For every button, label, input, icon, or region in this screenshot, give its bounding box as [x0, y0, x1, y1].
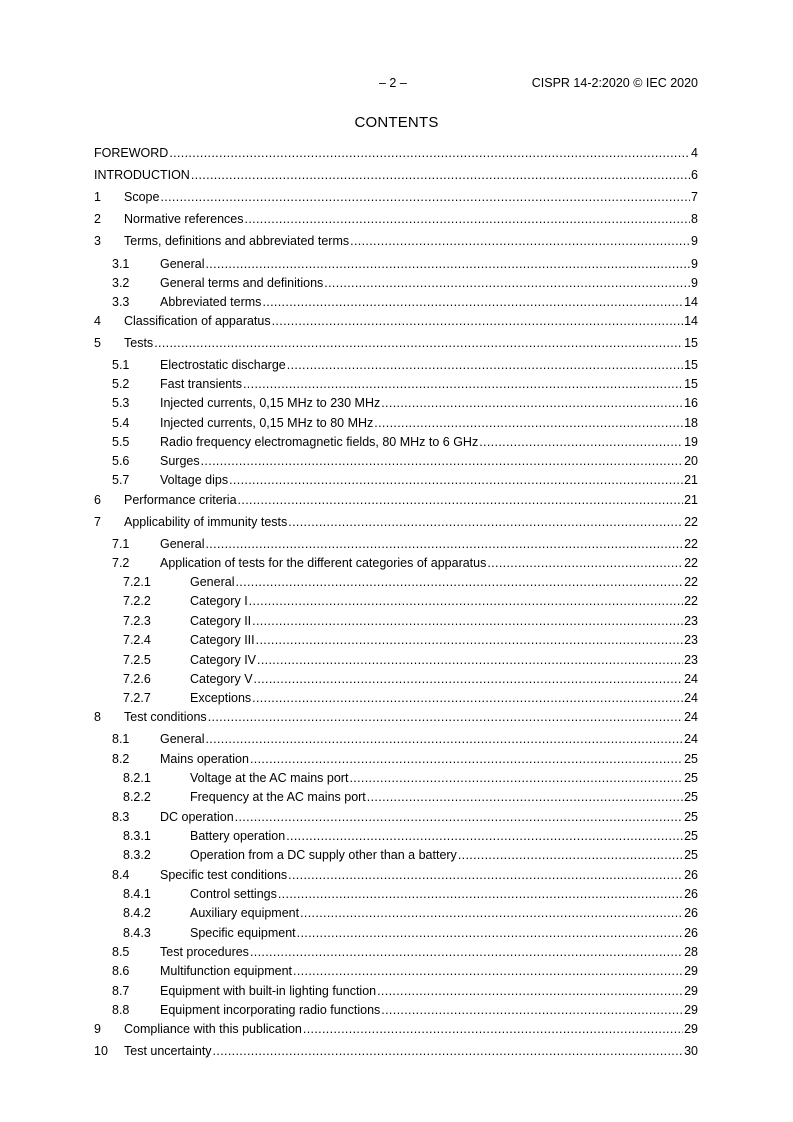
toc-entry-line — [124, 313, 698, 329]
toc-leader-dots — [262, 294, 683, 310]
toc-entry-line — [124, 1043, 698, 1059]
toc-entry[interactable] — [94, 847, 698, 863]
toc-entry-number: 5.6 — [112, 454, 130, 468]
toc-entry-number: 5.5 — [112, 435, 130, 449]
toc-entry-line — [190, 593, 698, 609]
toc-leader-dots — [243, 376, 683, 392]
toc-entry-page: 23 — [684, 653, 698, 667]
toc-entry-page: 9 — [691, 276, 698, 290]
toc-entry-label: Exceptions — [190, 691, 252, 705]
toc-entry-label: Battery operation — [190, 829, 286, 843]
toc-leader-dots — [238, 492, 684, 508]
toc-leader-dots — [235, 574, 683, 590]
toc-entry-label: General — [160, 537, 205, 551]
toc-entry-label: Voltage dips — [160, 473, 229, 487]
toc-entry-page: 24 — [684, 710, 698, 724]
toc-entry[interactable] — [94, 415, 698, 431]
toc-entry-label: Normative references — [124, 212, 244, 226]
toc-leader-dots — [324, 275, 690, 291]
toc-leader-dots — [205, 536, 683, 552]
toc-entry-line — [94, 145, 698, 161]
toc-leader-dots — [250, 751, 683, 767]
toc-entry-number: 7.2.1 — [123, 575, 151, 589]
toc-leader-dots — [293, 963, 683, 979]
toc-leader-dots — [381, 1002, 683, 1018]
toc-entry-line — [160, 395, 698, 411]
standard-reference-header: CISPR 14-2:2020 © IEC 2020 — [531, 76, 698, 90]
toc-entry-line — [190, 671, 698, 687]
toc-entry[interactable] — [94, 671, 698, 687]
toc-entry-number: 5.2 — [112, 377, 130, 391]
toc-entry-line — [160, 376, 698, 392]
toc-leader-dots — [213, 1043, 684, 1059]
toc-entry[interactable] — [94, 395, 698, 411]
toc-entry-line — [124, 335, 698, 351]
toc-entry-page: 24 — [684, 732, 698, 746]
toc-entry-number: 8.3.1 — [123, 829, 151, 843]
toc-entry-label: General terms and definitions — [160, 276, 324, 290]
toc-entry[interactable] — [94, 789, 698, 805]
toc-entry-page: 9 — [691, 234, 698, 248]
toc-entry-line — [160, 1002, 698, 1018]
toc-entry-number: 4 — [94, 314, 101, 328]
toc-leader-dots — [458, 847, 683, 863]
toc-leader-dots — [487, 555, 683, 571]
toc-entry-page: 15 — [684, 377, 698, 391]
toc-leader-dots — [367, 789, 683, 805]
toc-entry-line — [190, 886, 698, 902]
toc-entry-label: Operation from a DC supply other than a battery — [190, 848, 457, 862]
toc-entry-line — [190, 690, 698, 706]
toc-entry-label: Terms, definitions and abbreviated terms — [124, 234, 350, 248]
toc-entry-line — [160, 357, 698, 373]
toc-entry-label: Classification of apparatus — [124, 314, 271, 328]
toc-entry-number: 8.4.2 — [123, 906, 151, 920]
toc-entry-line — [190, 789, 698, 805]
toc-entry[interactable] — [94, 376, 698, 392]
toc-leader-dots — [288, 514, 683, 530]
toc-entry-number: 7 — [94, 515, 101, 529]
toc-entry-line — [190, 905, 698, 921]
toc-entry-number: 7.2.4 — [123, 633, 151, 647]
toc-entry-number: 9 — [94, 1022, 101, 1036]
toc-leader-dots — [201, 453, 683, 469]
toc-entry-page: 22 — [684, 594, 698, 608]
toc-entry-number: 7.2 — [112, 556, 130, 570]
toc-entry[interactable] — [94, 731, 698, 747]
toc-entry-line — [190, 652, 698, 668]
toc-leader-dots — [249, 593, 683, 609]
toc-entry-page: 18 — [684, 416, 698, 430]
toc-entry-page: 15 — [684, 358, 698, 372]
toc-entry-number: 8.4.1 — [123, 887, 151, 901]
toc-entry-page: 26 — [684, 887, 698, 901]
toc-entry-label: Application of tests for the different categories of apparatus — [160, 556, 487, 570]
toc-entry-line — [124, 1021, 698, 1037]
toc-entry-label: Specific test conditions — [160, 868, 288, 882]
toc-entry[interactable] — [94, 709, 698, 725]
toc-entry-label: DC operation — [160, 810, 234, 824]
toc-entry-page: 30 — [684, 1044, 698, 1058]
toc-entry-label: Equipment with built-in lighting function — [160, 984, 377, 998]
toc-entry-line — [190, 847, 698, 863]
toc-entry-label: Frequency at the AC mains port — [190, 790, 366, 804]
toc-entry[interactable] — [94, 593, 698, 609]
toc-entry[interactable] — [94, 809, 698, 825]
toc-entry-label: Electrostatic discharge — [160, 358, 286, 372]
toc-entry-label: Specific equipment — [190, 926, 296, 940]
toc-entry-page: 25 — [684, 752, 698, 766]
toc-entry-number: 8.2.2 — [123, 790, 151, 804]
toc-entry-page: 25 — [684, 829, 698, 843]
toc-entry-page: 24 — [684, 691, 698, 705]
toc-entry-page: 19 — [684, 435, 698, 449]
toc-entry-label: Category II — [190, 614, 252, 628]
toc-entry[interactable] — [94, 905, 698, 921]
toc-leader-dots — [374, 415, 683, 431]
toc-leader-dots — [272, 313, 683, 329]
toc-entry-page: 23 — [684, 633, 698, 647]
toc-entry-line — [160, 983, 698, 999]
toc-entry-line — [160, 731, 698, 747]
toc-entry[interactable] — [94, 211, 698, 227]
toc-entry[interactable] — [94, 770, 698, 786]
toc-entry-page: 29 — [684, 964, 698, 978]
toc-entry-line — [190, 828, 698, 844]
toc-leader-dots — [235, 809, 683, 825]
toc-entry[interactable] — [94, 472, 698, 488]
toc-entry-page: 25 — [684, 771, 698, 785]
toc-leader-dots — [257, 652, 683, 668]
toc-entry-label: Auxiliary equipment — [190, 906, 300, 920]
toc-entry-label: General — [190, 575, 235, 589]
toc-entry-page: 22 — [684, 537, 698, 551]
toc-entry[interactable] — [94, 983, 698, 999]
toc-entry[interactable] — [94, 574, 698, 590]
toc-entry-number: 7.2.7 — [123, 691, 151, 705]
toc-entry-page: 26 — [684, 868, 698, 882]
toc-entry-line — [160, 867, 698, 883]
toc-entry-page: 21 — [684, 493, 698, 507]
toc-entry-line — [160, 751, 698, 767]
toc-entry-line — [160, 294, 698, 310]
toc-entry[interactable] — [94, 632, 698, 648]
toc-entry[interactable] — [94, 690, 698, 706]
toc-entry-number: 10 — [94, 1044, 108, 1058]
toc-entry[interactable] — [94, 1002, 698, 1018]
toc-leader-dots — [278, 886, 683, 902]
toc-entry[interactable] — [94, 514, 698, 530]
toc-entry-page: 26 — [684, 906, 698, 920]
toc-leader-dots — [191, 167, 690, 183]
toc-leader-dots — [286, 828, 683, 844]
toc-leader-dots — [160, 189, 690, 205]
toc-entry-number: 7.2.2 — [123, 594, 151, 608]
toc-entry-page: 8 — [691, 212, 698, 226]
toc-entry-number: 8.1 — [112, 732, 130, 746]
toc-leader-dots — [169, 145, 690, 161]
toc-entry-line — [124, 211, 698, 227]
toc-entry-number: 3 — [94, 234, 101, 248]
page-number-header: – 2 – — [379, 76, 407, 90]
toc-entry-line — [190, 770, 698, 786]
toc-leader-dots — [349, 770, 683, 786]
toc-entry-label: Multifunction equipment — [160, 964, 293, 978]
toc-entry-page: 20 — [684, 454, 698, 468]
toc-entry[interactable] — [94, 189, 698, 205]
toc-entry-number: 8.7 — [112, 984, 130, 998]
toc-entry-line — [190, 613, 698, 629]
toc-entry[interactable] — [94, 963, 698, 979]
toc-leader-dots — [250, 944, 683, 960]
toc-entry-line — [160, 434, 698, 450]
toc-entry-number: 3.2 — [112, 276, 130, 290]
toc-entry-label: Equipment incorporating radio functions — [160, 1003, 381, 1017]
toc-entry-label: Compliance with this publication — [124, 1022, 302, 1036]
toc-entry[interactable] — [94, 944, 698, 960]
toc-entry-line — [160, 536, 698, 552]
toc-entry-number: 7.1 — [112, 537, 130, 551]
toc-entry-label: Fast transients — [160, 377, 242, 391]
toc-entry-number: 8.4 — [112, 868, 130, 882]
toc-entry-label: Surges — [160, 454, 200, 468]
toc-entry[interactable] — [94, 453, 698, 469]
toc-entry-page: 16 — [684, 396, 698, 410]
toc-leader-dots — [350, 233, 690, 249]
toc-entry-number: 1 — [94, 190, 101, 204]
toc-entry[interactable] — [94, 828, 698, 844]
toc-leader-dots — [154, 335, 683, 351]
toc-entry-page: 14 — [684, 314, 698, 328]
toc-entry-number: 5.7 — [112, 473, 130, 487]
toc-entry[interactable] — [94, 925, 698, 941]
toc-entry-line — [160, 963, 698, 979]
toc-entry-line — [160, 415, 698, 431]
toc-entry-label: Scope — [124, 190, 160, 204]
toc-entry-label: Control settings — [190, 887, 277, 901]
toc-entry-page: 25 — [684, 810, 698, 824]
toc-entry-number: 8.8 — [112, 1003, 130, 1017]
toc-entry-number: 7.2.5 — [123, 653, 151, 667]
toc-entry-label: Test uncertainty — [124, 1044, 212, 1058]
toc-entry-label: General — [160, 732, 205, 746]
toc-entry-label: INTRODUCTION — [94, 168, 190, 182]
toc-entry-page: 6 — [691, 168, 698, 182]
toc-entry-line — [124, 709, 698, 725]
toc-entry-page: 22 — [684, 515, 698, 529]
toc-entry-page: 9 — [691, 257, 698, 271]
toc-entry-label: Radio frequency electromagnetic fields, 80 MHz to 6 GHz — [160, 435, 479, 449]
toc-entry-page: 25 — [684, 848, 698, 862]
toc-entry-line — [190, 925, 698, 941]
table-of-contents — [94, 0, 698, 1122]
toc-entry-page: 22 — [684, 575, 698, 589]
toc-entry-number: 5.4 — [112, 416, 130, 430]
toc-leader-dots — [252, 613, 683, 629]
toc-leader-dots — [303, 1021, 683, 1037]
toc-entry-page: 24 — [684, 672, 698, 686]
toc-entry-number: 8.2.1 — [123, 771, 151, 785]
toc-entry-label: Category I — [190, 594, 248, 608]
toc-entry[interactable] — [94, 294, 698, 310]
toc-entry-page: 29 — [684, 1022, 698, 1036]
toc-entry-page: 29 — [684, 984, 698, 998]
toc-entry-label: Voltage at the AC mains port — [190, 771, 349, 785]
toc-entry-number: 5.3 — [112, 396, 130, 410]
toc-entry[interactable] — [94, 867, 698, 883]
toc-entry-line — [124, 514, 698, 530]
toc-leader-dots — [256, 632, 683, 648]
toc-entry-label: Category V — [190, 672, 253, 686]
toc-entry-page: 21 — [684, 473, 698, 487]
toc-entry-number: 7.2.3 — [123, 614, 151, 628]
toc-entry-page: 28 — [684, 945, 698, 959]
toc-entry[interactable] — [94, 335, 698, 351]
toc-entry-label: Tests — [124, 336, 154, 350]
toc-entry-number: 8.5 — [112, 945, 130, 959]
toc-entry-line — [160, 275, 698, 291]
toc-entry-number: 5.1 — [112, 358, 130, 372]
toc-leader-dots — [288, 867, 683, 883]
toc-entry[interactable] — [94, 275, 698, 291]
toc-leader-dots — [208, 709, 683, 725]
toc-entry-number: 6 — [94, 493, 101, 507]
toc-entry-label: Category IV — [190, 653, 257, 667]
toc-entry-label: Abbreviated terms — [160, 295, 262, 309]
toc-entry-number: 3.3 — [112, 295, 130, 309]
toc-leader-dots — [205, 256, 690, 272]
toc-entry-line — [124, 233, 698, 249]
toc-entry-number: 2 — [94, 212, 101, 226]
toc-entry[interactable] — [94, 434, 698, 450]
toc-entry-page: 15 — [684, 336, 698, 350]
toc-entry-number: 7.2.6 — [123, 672, 151, 686]
toc-entry-number: 8.6 — [112, 964, 130, 978]
toc-entry[interactable] — [94, 1021, 698, 1037]
toc-entry-label: Category III — [190, 633, 255, 647]
toc-entry[interactable] — [94, 167, 698, 183]
toc-entry[interactable] — [94, 313, 698, 329]
toc-leader-dots — [300, 905, 683, 921]
toc-entry[interactable] — [94, 233, 698, 249]
toc-entry-line — [94, 167, 698, 183]
toc-entry-line — [124, 492, 698, 508]
toc-entry[interactable] — [94, 536, 698, 552]
toc-entry-number: 8.3 — [112, 810, 130, 824]
toc-leader-dots — [479, 434, 683, 450]
toc-entry-page: 29 — [684, 1003, 698, 1017]
toc-entry[interactable] — [94, 1043, 698, 1059]
toc-entry-page: 4 — [691, 146, 698, 160]
toc-entry-line — [190, 574, 698, 590]
toc-leader-dots — [254, 671, 684, 687]
toc-entry-line — [160, 944, 698, 960]
toc-leader-dots — [287, 357, 683, 373]
toc-entry-number: 5 — [94, 336, 101, 350]
toc-entry[interactable] — [94, 145, 698, 161]
toc-entry-number: 3.1 — [112, 257, 130, 271]
toc-entry[interactable] — [94, 751, 698, 767]
toc-leader-dots — [381, 395, 683, 411]
toc-entry-line — [190, 632, 698, 648]
toc-entry-page: 14 — [684, 295, 698, 309]
toc-entry[interactable] — [94, 256, 698, 272]
toc-entry-page: 26 — [684, 926, 698, 940]
toc-entry-number: 8.4.3 — [123, 926, 151, 940]
toc-entry[interactable] — [94, 886, 698, 902]
toc-entry-label: Performance criteria — [124, 493, 237, 507]
toc-entry-line — [124, 189, 698, 205]
toc-entry[interactable] — [94, 555, 698, 571]
toc-entry[interactable] — [94, 357, 698, 373]
toc-entry-line — [160, 555, 698, 571]
toc-entry-label: Injected currents, 0,15 MHz to 80 MHz — [160, 416, 374, 430]
toc-entry-number: 8 — [94, 710, 101, 724]
toc-entry-line — [160, 453, 698, 469]
toc-leader-dots — [245, 211, 691, 227]
toc-leader-dots — [377, 983, 683, 999]
toc-leader-dots — [252, 690, 683, 706]
toc-entry-number: 8.2 — [112, 752, 130, 766]
toc-leader-dots — [205, 731, 683, 747]
toc-entry-page: 23 — [684, 614, 698, 628]
toc-entry-label: Applicability of immunity tests — [124, 515, 288, 529]
toc-entry-line — [160, 472, 698, 488]
toc-entry-number: 8.3.2 — [123, 848, 151, 862]
toc-entry-page: 25 — [684, 790, 698, 804]
toc-entry-page: 22 — [684, 556, 698, 570]
toc-entry-label: General — [160, 257, 205, 271]
toc-leader-dots — [297, 925, 683, 941]
toc-entry-label: Test conditions — [124, 710, 207, 724]
toc-entry[interactable] — [94, 492, 698, 508]
contents-title: CONTENTS — [354, 114, 439, 131]
toc-leader-dots — [229, 472, 683, 488]
toc-entry-page: 7 — [691, 190, 698, 204]
toc-entry-label: Mains operation — [160, 752, 249, 766]
toc-entry-line — [160, 809, 698, 825]
toc-entry[interactable] — [94, 613, 698, 629]
toc-entry-label: FOREWORD — [94, 146, 169, 160]
toc-entry-label: Test procedures — [160, 945, 249, 959]
toc-entry-line — [160, 256, 698, 272]
toc-entry[interactable] — [94, 652, 698, 668]
toc-entry-label: Injected currents, 0,15 MHz to 230 MHz — [160, 396, 381, 410]
